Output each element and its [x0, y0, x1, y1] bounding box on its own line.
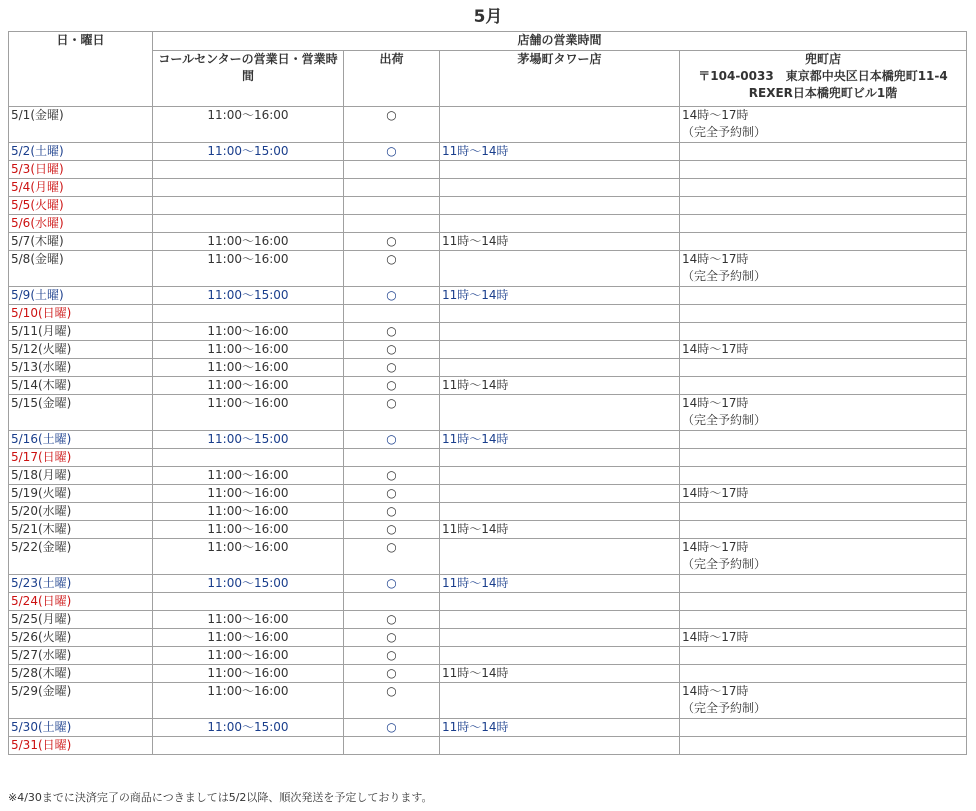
kabutocho-hours-cell	[680, 449, 967, 467]
date-cell: 5/14(木曜)	[9, 377, 153, 395]
kayabacho-hours-cell	[440, 629, 680, 647]
kabutocho-hours: 14時～17時	[682, 684, 749, 698]
kayabacho-hours-cell	[440, 251, 680, 287]
table-row	[9, 197, 967, 215]
callcenter-hours-cell: 11:00～16:00	[153, 377, 344, 395]
table-row	[9, 503, 967, 521]
callcenter-hours-cell: 11:00～16:00	[153, 233, 344, 251]
kabutocho-hours-cell	[680, 377, 967, 395]
kayabacho-hours-cell	[440, 197, 680, 215]
kayabacho-hours-cell	[440, 737, 680, 755]
kabutocho-hours-cell	[680, 305, 967, 323]
table-row	[9, 161, 967, 179]
date-cell: 5/25(月曜)	[9, 611, 153, 629]
shipping-cell	[344, 215, 440, 233]
shipping-cell: ○	[344, 431, 440, 449]
shipping-cell: ○	[344, 719, 440, 737]
kabutocho-store-name: 兜町店	[805, 52, 842, 66]
shipping-cell: ○	[344, 539, 440, 575]
kabutocho-hours-cell	[680, 215, 967, 233]
date-cell: 5/7(木曜)	[9, 233, 153, 251]
date-cell: 5/20(水曜)	[9, 503, 153, 521]
table-row	[9, 449, 967, 467]
callcenter-hours-cell: 11:00～16:00	[153, 521, 344, 539]
shipping-cell: ○	[344, 287, 440, 305]
kabutocho-hours: 14時～17時	[682, 540, 749, 554]
kabutocho-hours-cell	[680, 107, 967, 143]
table-row	[9, 305, 967, 323]
shipping-cell: ○	[344, 503, 440, 521]
kabutocho-hours-cell	[680, 143, 967, 161]
callcenter-hours-cell	[153, 179, 344, 197]
kabutocho-hours-cell	[680, 629, 967, 647]
kayabacho-hours-cell	[440, 161, 680, 179]
date-cell: 5/26(火曜)	[9, 629, 153, 647]
kabutocho-hours-cell	[680, 719, 967, 737]
kabutocho-hours: 14時～17時	[682, 342, 749, 356]
callcenter-hours-cell	[153, 161, 344, 179]
kayabacho-hours-cell: 11時～14時	[440, 521, 680, 539]
table-row	[9, 377, 967, 395]
kayabacho-hours-cell	[440, 359, 680, 377]
callcenter-hours-cell: 11:00～16:00	[153, 341, 344, 359]
kabutocho-hours-cell	[680, 647, 967, 665]
header-shipping: 出荷	[344, 51, 440, 107]
kabutocho-reservation-note: （完全予約制）	[682, 413, 767, 427]
kayabacho-hours-cell: 11時～14時	[440, 665, 680, 683]
kabutocho-hours-cell	[680, 251, 967, 287]
kabutocho-hours-cell	[680, 395, 967, 431]
callcenter-hours-cell	[153, 449, 344, 467]
table-row	[9, 251, 967, 287]
callcenter-hours-cell: 11:00～15:00	[153, 143, 344, 161]
kabutocho-hours-cell	[680, 503, 967, 521]
date-cell: 5/28(木曜)	[9, 665, 153, 683]
callcenter-hours-cell	[153, 593, 344, 611]
kayabacho-hours-cell: 11時～14時	[440, 431, 680, 449]
kabutocho-reservation-note: （完全予約制）	[682, 269, 767, 283]
kayabacho-hours-cell: 11時～14時	[440, 575, 680, 593]
shipping-cell	[344, 197, 440, 215]
kabutocho-hours-cell	[680, 467, 967, 485]
table-row	[9, 683, 967, 719]
kabutocho-hours: 14時～17時	[682, 252, 749, 266]
kayabacho-hours-cell: 11時～14時	[440, 287, 680, 305]
shipping-cell: ○	[344, 395, 440, 431]
shipping-cell	[344, 179, 440, 197]
kabutocho-hours-cell	[680, 593, 967, 611]
schedule-body	[9, 107, 967, 755]
table-row	[9, 341, 967, 359]
table-row	[9, 629, 967, 647]
date-cell: 5/30(土曜)	[9, 719, 153, 737]
kabutocho-hours: 14時～17時	[682, 630, 749, 644]
table-row	[9, 521, 967, 539]
date-cell: 5/16(土曜)	[9, 431, 153, 449]
kabutocho-hours-cell	[680, 197, 967, 215]
kabutocho-hours-cell	[680, 539, 967, 575]
shipping-cell	[344, 305, 440, 323]
table-row	[9, 287, 967, 305]
kabutocho-hours-cell	[680, 431, 967, 449]
shipping-cell: ○	[344, 629, 440, 647]
table-row	[9, 539, 967, 575]
date-cell: 5/1(金曜)	[9, 107, 153, 143]
kayabacho-hours-cell	[440, 179, 680, 197]
shipping-cell: ○	[344, 323, 440, 341]
callcenter-hours-cell: 11:00～16:00	[153, 251, 344, 287]
table-row	[9, 323, 967, 341]
date-cell: 5/22(金曜)	[9, 539, 153, 575]
table-row	[9, 215, 967, 233]
date-cell: 5/31(日曜)	[9, 737, 153, 755]
shipping-cell: ○	[344, 575, 440, 593]
table-row	[9, 431, 967, 449]
kayabacho-hours-cell	[440, 467, 680, 485]
date-cell: 5/10(日曜)	[9, 305, 153, 323]
kayabacho-hours-cell: 11時～14時	[440, 233, 680, 251]
date-cell: 5/21(木曜)	[9, 521, 153, 539]
date-cell: 5/24(日曜)	[9, 593, 153, 611]
callcenter-hours-cell: 11:00～16:00	[153, 323, 344, 341]
kabutocho-hours-cell	[680, 179, 967, 197]
table-row	[9, 611, 967, 629]
callcenter-hours-cell: 11:00～16:00	[153, 611, 344, 629]
kayabacho-hours-cell	[440, 611, 680, 629]
kabutocho-hours-cell	[680, 611, 967, 629]
kayabacho-hours-cell: 11時～14時	[440, 719, 680, 737]
kabutocho-hours-cell	[680, 323, 967, 341]
shipping-cell: ○	[344, 341, 440, 359]
shipping-cell: ○	[344, 485, 440, 503]
table-row	[9, 647, 967, 665]
shipping-cell: ○	[344, 107, 440, 143]
kayabacho-hours-cell: 11時～14時	[440, 377, 680, 395]
table-row	[9, 719, 967, 737]
callcenter-hours-cell	[153, 197, 344, 215]
callcenter-hours-cell: 11:00～16:00	[153, 539, 344, 575]
table-row	[9, 179, 967, 197]
kabutocho-hours-cell	[680, 737, 967, 755]
shipping-cell: ○	[344, 665, 440, 683]
kabutocho-hours-cell	[680, 665, 967, 683]
callcenter-hours-cell: 11:00～16:00	[153, 359, 344, 377]
shipping-cell: ○	[344, 377, 440, 395]
shipping-cell	[344, 449, 440, 467]
callcenter-hours-cell: 11:00～16:00	[153, 503, 344, 521]
kayabacho-hours-cell	[440, 647, 680, 665]
shipping-cell: ○	[344, 251, 440, 287]
kayabacho-hours-cell	[440, 323, 680, 341]
shipping-cell: ○	[344, 143, 440, 161]
header-kayabacho-store: 茅場町タワー店	[440, 51, 680, 107]
kayabacho-hours-cell	[440, 395, 680, 431]
shipping-cell: ○	[344, 647, 440, 665]
callcenter-hours-cell: 11:00～16:00	[153, 665, 344, 683]
kayabacho-hours-cell	[440, 539, 680, 575]
callcenter-hours-cell: 11:00～16:00	[153, 683, 344, 719]
kabutocho-hours-cell	[680, 341, 967, 359]
callcenter-hours-cell: 11:00～16:00	[153, 467, 344, 485]
kabutocho-hours-cell	[680, 359, 967, 377]
callcenter-hours-cell: 11:00～15:00	[153, 431, 344, 449]
shipping-cell: ○	[344, 467, 440, 485]
kabutocho-reservation-note: （完全予約制）	[682, 125, 767, 139]
shipping-cell: ○	[344, 359, 440, 377]
kabutocho-reservation-note: （完全予約制）	[682, 701, 767, 715]
callcenter-hours-cell: 11:00～16:00	[153, 647, 344, 665]
callcenter-hours-cell: 11:00～15:00	[153, 719, 344, 737]
date-cell: 5/9(土曜)	[9, 287, 153, 305]
table-row	[9, 575, 967, 593]
date-cell: 5/29(金曜)	[9, 683, 153, 719]
shipping-cell: ○	[344, 521, 440, 539]
callcenter-hours-cell	[153, 737, 344, 755]
date-cell: 5/19(火曜)	[9, 485, 153, 503]
kabutocho-hours-cell	[680, 287, 967, 305]
table-row	[9, 107, 967, 143]
header-date: 日・曜日	[9, 32, 153, 107]
date-cell: 5/17(日曜)	[9, 449, 153, 467]
date-cell: 5/12(火曜)	[9, 341, 153, 359]
kayabacho-hours-cell	[440, 305, 680, 323]
date-cell: 5/8(金曜)	[9, 251, 153, 287]
kayabacho-hours-cell	[440, 449, 680, 467]
table-row	[9, 359, 967, 377]
date-cell: 5/27(水曜)	[9, 647, 153, 665]
kayabacho-hours-cell	[440, 215, 680, 233]
date-cell: 5/4(月曜)	[9, 179, 153, 197]
callcenter-hours-cell: 11:00～15:00	[153, 575, 344, 593]
date-cell: 5/15(金曜)	[9, 395, 153, 431]
callcenter-hours-cell: 11:00～16:00	[153, 629, 344, 647]
kabutocho-hours-cell	[680, 233, 967, 251]
callcenter-hours-cell: 11:00～16:00	[153, 395, 344, 431]
date-cell: 5/11(月曜)	[9, 323, 153, 341]
kabutocho-hours-cell	[680, 161, 967, 179]
table-row	[9, 233, 967, 251]
page-title: 5月	[473, 7, 503, 27]
kayabacho-hours-cell	[440, 683, 680, 719]
kayabacho-hours-cell	[440, 107, 680, 143]
callcenter-hours-cell: 11:00～15:00	[153, 287, 344, 305]
kayabacho-hours-cell	[440, 485, 680, 503]
shipping-cell: ○	[344, 683, 440, 719]
table-row	[9, 737, 967, 755]
kabutocho-hours-cell	[680, 485, 967, 503]
date-cell: 5/18(月曜)	[9, 467, 153, 485]
kabutocho-reservation-note: （完全予約制）	[682, 557, 767, 571]
kayabacho-hours-cell	[440, 341, 680, 359]
date-cell: 5/13(水曜)	[9, 359, 153, 377]
kabutocho-hours: 14時～17時	[682, 108, 749, 122]
callcenter-hours-cell: 11:00～16:00	[153, 107, 344, 143]
kabutocho-hours-cell	[680, 575, 967, 593]
date-cell: 5/23(土曜)	[9, 575, 153, 593]
shipping-cell: ○	[344, 233, 440, 251]
kayabacho-hours-cell	[440, 593, 680, 611]
callcenter-hours-cell: 11:00～16:00	[153, 485, 344, 503]
table-row	[9, 485, 967, 503]
kabutocho-hours-cell	[680, 683, 967, 719]
shipping-cell	[344, 593, 440, 611]
date-cell: 5/6(水曜)	[9, 215, 153, 233]
date-cell: 5/3(日曜)	[9, 161, 153, 179]
schedule-table	[8, 31, 967, 755]
kabutocho-store-address: 〒104-0033 東京都中央区日本橋兜町11-4 REXER日本橋兜町ビル1階	[698, 69, 960, 100]
header-callcenter: コールセンターの営業日・営業時間	[153, 51, 344, 107]
header-kabutocho-store	[680, 51, 967, 107]
shipping-cell: ○	[344, 611, 440, 629]
shipping-cell	[344, 737, 440, 755]
table-row	[9, 665, 967, 683]
kayabacho-hours-cell: 11時～14時	[440, 143, 680, 161]
table-row	[9, 395, 967, 431]
kayabacho-hours-cell	[440, 503, 680, 521]
callcenter-hours-cell	[153, 215, 344, 233]
date-cell: 5/5(火曜)	[9, 197, 153, 215]
footnote: ※4/30までに決済完了の商品につきましては5/2以降、順次発送を予定しております。	[8, 791, 433, 804]
header-store-hours: 店舗の営業時間	[153, 32, 967, 51]
kabutocho-hours-cell	[680, 521, 967, 539]
shipping-cell	[344, 161, 440, 179]
table-row	[9, 143, 967, 161]
kabutocho-hours: 14時～17時	[682, 486, 749, 500]
table-row	[9, 467, 967, 485]
date-cell: 5/2(土曜)	[9, 143, 153, 161]
table-row	[9, 593, 967, 611]
kabutocho-hours: 14時～17時	[682, 396, 749, 410]
callcenter-hours-cell	[153, 305, 344, 323]
